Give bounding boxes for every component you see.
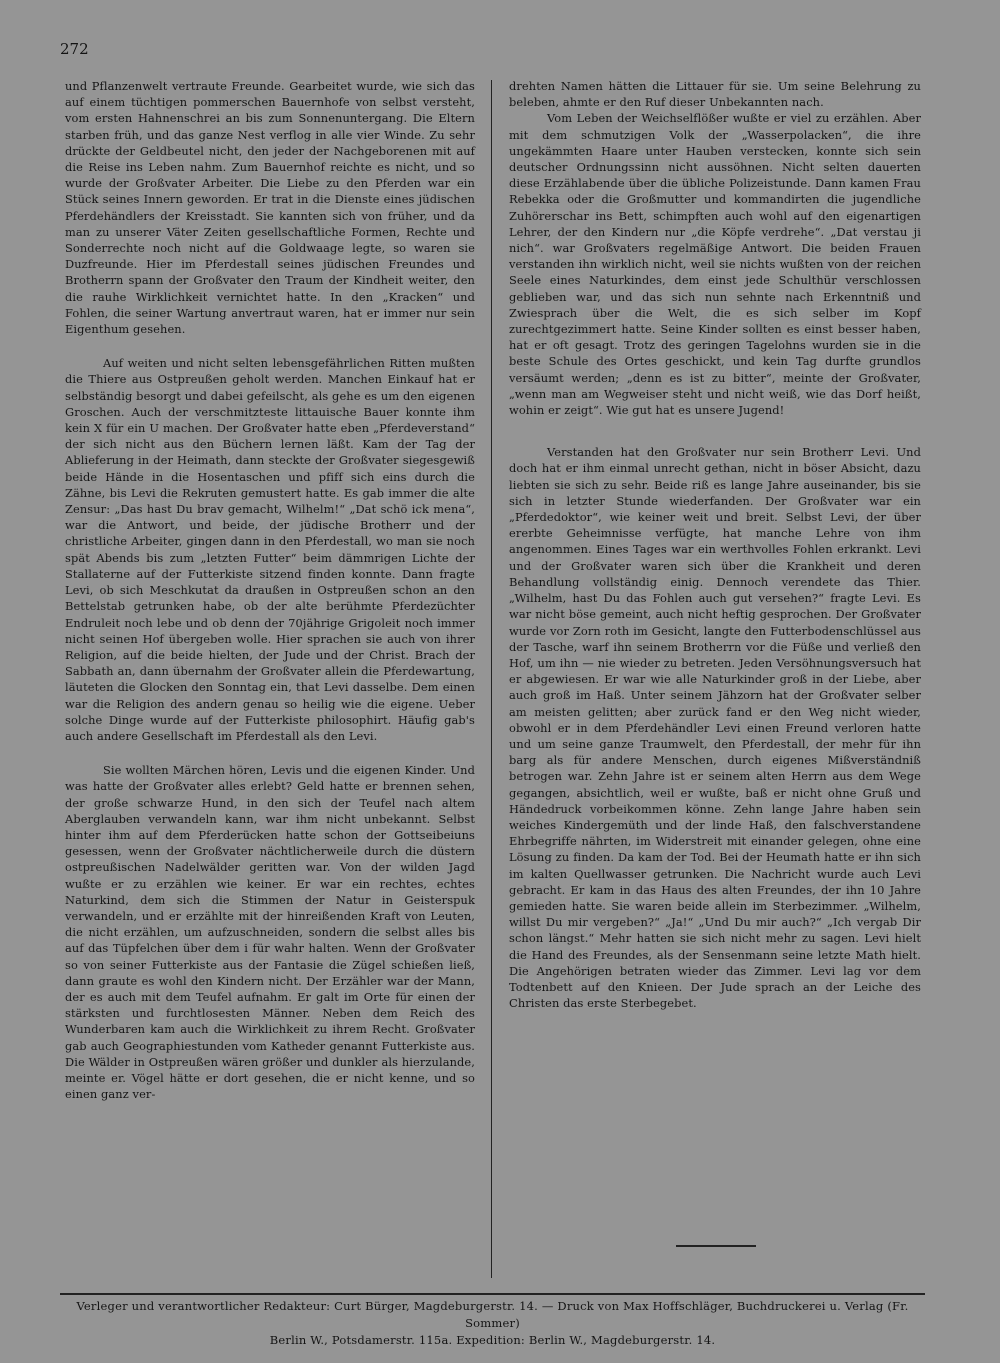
column-divider [491,80,492,1278]
left-column [65,78,475,1102]
section-end-rule [676,1245,756,1247]
imprint-line-address: Berlin W., Potsdamerstr. 115a. Expedition: Berlin W., Magdeburgerstr. 14. [269,1333,716,1347]
footer-divider [60,1293,925,1295]
paragraph: Verstanden hat den Großvater nur sein Brotherr Levi. Und doch hat er ihm einmal unrecht gethan, nicht in böser Absicht, dazu liebten sie sich zu sehr. Beide riß es lange Jahre auseinander, bis sie sich in letzter Stunde wiederfanden. Der Großvater war ein „Pferdedoktor“, wie keiner weit und breit. Selbst Levi, der über ererbte Geheimnisse verfügte, hat manche Lehre von ihm angenommen. Eines Tages war ein werthvolles Fohlen erkrankt. Levi und der Großvater waren sich über die Krankheit und deren Behandlung vollständig einig. Dennoch verendete das Thier. „Wilhelm, hast Du das Fohlen auch gut versehen?“ fragte Levi. Es war nicht böse gemeint, auch nicht heftig gesprochen. Der Großvater wurde vor Zorn roth im Gesicht, langte den Futterbodenschlüssel aus der Tasche, warf ihn seinem Brotherrn vor die Füße und verließ den Hof, um ihn — nie wieder zu betreten. Jeden Versöhnungsversuch hat er abgewiesen. Er war wie alle Naturkinder groß in der Liebe, aber auch groß im Haß. Unter seinem Jähzorn hat der Großvater selber am meisten gelitten; aber zurück fand er den Weg nicht wieder, obwohl er in dem Pferdehändler Levi einen Freund verloren hatte und um seine ganze Traumwelt, den Pferdestall, der mehr für ihn barg als für andere Menschen, durch eigenes Mißverständniß betrogen war. Zehn Jahre ist er seinem alten Herrn aus dem Wege gegangen, absichtlich, weil er wußte, baß er nicht ohne Gruß und Händedruck vorbeikommen könne. Zehn lange Jahre haben sein weiches Kindergemüth und der linde Haß, den falschverstandene Ehrbegriffe nährten, im Widerstreit mit einander gelegen, ohne eine Lösung zu finden. Da kam der Tod. Bei der Heumath hatte er ihn sich im kalten Quellwasser getrunken. Die Nachricht wurde auch Levi gebracht. Er kam in das Haus des alten Freundes, der ihn 10 Jahre gemieden hatte. Sie waren beide allein im Sterbezimmer. „Wilhelm, willst Du mir vergeben?“ „Ja!“ „Und Du mir auch?“ „Ich vergab Dir schon längst.“ Mehr hatten sie sich nicht mehr zu sagen. Levi hielt die Hand des Freundes, als der Sensenmann seine letzte Math hielt. Die Angehörigen betraten wieder das Zimmer. Levi lag vor dem Todtenbett auf den Knieen. Der Jude sprach an der Leiche des Christen das erste Sterbegebet. [509,445,921,1011]
imprint-footer [60,1298,925,1349]
right-column [509,78,921,1011]
paragraph: Vom Leben der Weichselflößer wußte er viel zu erzählen. Aber mit dem schmutzigen Volk der „Wasserpolacken“, die ihre ungekämmten Haare unter Hauben verstecken, konnte sich sein deutscher Ordnungssinn nicht aussöhnen. Nicht selten dauerten diese Erzählabende über die übliche Polizeistunde. Dann kamen Frau Rebekka oder die Großmutter und kommandirten die jugendliche Zuhörerschar ins Bett, schimpften auch wohl auf den eigenartigen Lehrer, der den Kindern nur „die Köpfe verdrehe“. „Dat verstau ji nich“. war Großvaters regelmäßige Antwort. Die beiden Frauen verstanden ihn wirklich nicht, weil sie nichts wußten von der reichen Seele eines Naturkindes, dem einst jede Schulthür verschlossen geblieben war, und das sich nun sehnte nach Erkenntniß und Zwiesprach über die Welt, die es sich selber im Kopf zurechtgezimmert hatte. Seine Kinder sollten es einst besser haben, hat er oft gesagt. Trotz des geringen Tagelohns wurden sie in die beste Schule des Ortes geschickt, und kein Tag durfte grundlos versäumt werden; „denn es ist zu bitter“, meinte der Großvater, „wenn man am Wegweiser steht und nicht weiß, wie das Dorf heißt, wohin er zeigt“. Wie gut hat es unsere Jugend! [509,111,921,418]
paragraph: drehten Namen hätten die Littauer für sie. Um seine Belehrung zu beleben, ahmte er den Ruf dieser Unbekannten nach. [509,79,921,110]
imprint-line-publisher: Verleger und verantwortlicher Redakteur: Curt Bürger, Magdeburgerstr. 14. — Druck von Max Hoffschläger, Buchdruckerei u. Verlag (Fr. Sommer) [76,1299,909,1330]
paragraph: Auf weiten und nicht selten lebensgefährlichen Ritten mußten die Thiere aus Ostpreußen geholt werden. Manchen Einkauf hat er selbständig besorgt und dabei gefeilscht, als gehe es um den eigenen Groschen. Auch der verschmitzteste littauische Bauer konnte ihm kein X für ein U machen. Der Großvater hatte eben „Pferdeverstand“ der sich nicht aus den Büchern lernen läßt. Kam der Tag der Ablieferung in der Heimath, dann steckte der Großvater siegesgewiß beide Hände in die Hosentaschen und pfiff sich eins durch die Zähne, bis Levi die Rekruten gemustert hatte. Es gab immer die alte Zensur: „Das hast Du brav gemacht, Wilhelm!“ „Dat schö ick mena“, war die Antwort, und beide, der jüdische Brotherr und der christliche Arbeiter, gingen dann in den Pferdestall, wo man sie noch spät Abends bis zum „letzten Futter“ beim dämmrigen Lichte der Stallaterne auf der Futterkiste sitzend finden konnte. Dann fragte Levi, ob sich Meschkutat da draußen in Ostpreußen schon an den Bettelstab getrunken habe, ob der alte berühmte Pferdezüchter Endruleit noch lebe und ob denn der 70jährige Grigoleit noch immer nicht seinen Hof übergeben wolle. Hier sprachen sie auch von ihrer Religion, auf die beide hielten, der Jude und der Christ. Brach der Sabbath an, dann übernahm der Großvater allein die Pferdewartung, läuteten die Glocken den Sonntag ein, that Levi dasselbe. Dem einen war die Religion des andern genau so heilig wie die eigene. Ueber solche Dinge wurde auf der Futterkiste philosophirt. Häufig gab's auch andere Gesellschaft im Pferdestall als den Levi. [65,356,475,743]
paragraph: und Pflanzenwelt vertraute Freunde. Gearbeitet wurde, wie sich das auf einem tüchtigen pommerschen Bauernhofe von selbst versteht, vom ersten Hahnenschrei an bis zum Sonnenuntergang. Die Eltern starben früh, und das ganze Nest verflog in alle vier Winde. Zu sehr drückte der Geldbeutel nicht, den jeder der Nachgeborenen mit auf die Reise ins Leben nahm. Zum Bauernhof reichte es nicht, und so wurde der Großvater Arbeiter. Die Liebe zu den Pferden war ein Stück seines Innern geworden. Er trat in die Dienste eines jüdischen Pferdehändlers der Kreisstadt. Sie kannten sich von früher, und da man zu unserer Väter Zeiten gesellschaftliche Formen, Rechte und Sonderrechte noch nicht auf die Goldwaage legte, so waren sie Duzfreunde. Hier im Pferdestall seines jüdischen Freundes und Brotherrn spann der Großvater den Traum der Kindheit weiter, den die rauhe Wirklichkeit vernichtet hatte. In den „Kracken“ und Fohlen, die seiner Wartung anvertraut waren, hat er immer nur sein Eigenthum gesehen. [65,79,475,337]
page-number: 272 [60,40,89,58]
paragraph: Sie wollten Märchen hören, Levis und die eigenen Kinder. Und was hatte der Großvater alles erlebt? Geld hatte er brennen sehen, der große schwarze Hund, in den sich der Teufel nach altem Aberglauben verwandeln kann, war ihm nicht unbekannt. Selbst hinter ihm auf dem Pferderücken hatte schon der Gottseibeiuns gesessen, wenn der Großvater nächtlicherweile durch die düstern ostpreußischen Nadelwälder geritten war. Von der wilden Jagd wußte er zu erzählen wie keiner. Er war ein rechtes, echtes Naturkind, dem sich die Stimmen der Natur in Geisterspuk verwandeln, und er erzählte mit der hinreißenden Kraft von Leuten, die nicht erzählen, um aufzuschneiden, sondern die selbst alles bis auf das Tüpfelchen über dem i für wahr halten. Wenn der Großvater so von seiner Futterkiste aus der Fantasie die Zügel schießen ließ, dann graute es wohl den Kindern nicht. Der Erzähler war der Mann, der es auch mit dem Teufel aufnahm. Er galt im Orte für einen der stärksten und furchtlosesten Männer. Neben dem Reich des Wunderbaren kam auch die Wirklichkeit zu ihrem Recht. Großvater gab auch Geographiestunden vom Katheder genannt Futterkiste aus. Die Wälder in Ostpreußen wären größer und dunkler als hierzulande, meinte er. Vögel hätte er dort gesehen, die er nicht kenne, und so einen ganz ver- [65,763,475,1102]
